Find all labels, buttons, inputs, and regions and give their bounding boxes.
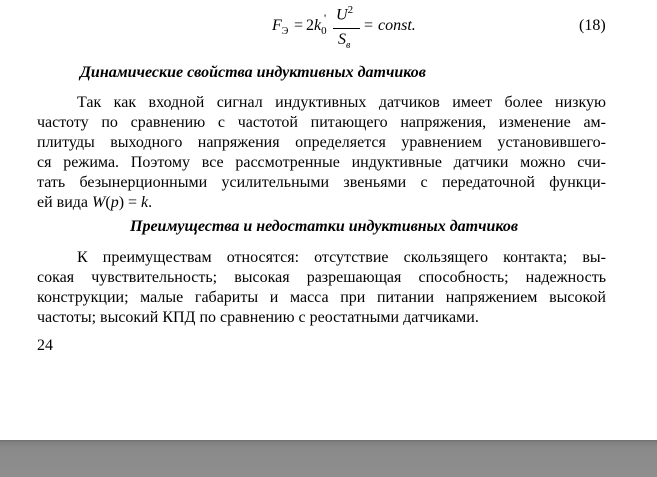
formula-lhs-var: F <box>272 17 282 34</box>
formula-lhs-sub: Э <box>281 26 289 38</box>
paragraph-line: К преимуществам относятся: отсутствие скользящего контакта; вы- <box>77 249 606 266</box>
paragraph-dynamic-properties <box>37 93 606 213</box>
text-period: . <box>148 194 153 211</box>
paragraph-line-last: частоты; высокий КПД по сравнению с реостатными датчиками. <box>37 309 479 326</box>
formula-18 <box>0 0 657 60</box>
formula-num-exp: 2 <box>347 4 354 16</box>
paragraph-line-last <box>37 193 606 213</box>
transfer-function-gain: k <box>141 194 149 211</box>
formula-number: (18) <box>579 17 606 34</box>
formula-den-var: S <box>338 31 346 48</box>
formula-numerator <box>336 4 353 24</box>
formula-denominator <box>338 31 350 51</box>
formula-rhs: const. <box>378 17 416 34</box>
text-prefix: ей вида <box>37 194 93 211</box>
section-heading-advantages: Преимущества и недостатки индуктивных датчиков <box>130 218 519 235</box>
formula-den-sub: в <box>346 40 351 52</box>
section-heading-dynamic-properties: Динамические свойства индуктивных датчиков <box>80 64 426 81</box>
transfer-function-symbol: W <box>92 194 106 211</box>
formula-equals-2: = <box>364 17 374 34</box>
formula-fraction-bar <box>333 28 360 29</box>
paragraph-line: Так как входной сигнал индуктивных датчиков имеет более низкую <box>77 94 606 111</box>
formula-coef-num: 2 <box>306 17 314 34</box>
formula-coef-sub: 0 <box>321 25 327 38</box>
paragraph-line: сокая чувствительность; высокая разрешающая способность; надежность <box>37 269 606 286</box>
formula-num-var: U <box>336 6 348 24</box>
text-paren-close-equals: ) = <box>118 194 142 211</box>
paragraph-line: тать безынерционными усилительными звеньями с передаточной функци- <box>37 174 606 191</box>
paragraph-line: ся режима. Поэтому все рассмотренные индуктивные датчики можно счи- <box>37 154 606 171</box>
formula-coef-var: k <box>314 17 322 34</box>
transfer-function-arg: p <box>110 194 119 211</box>
formula-lhs <box>272 17 288 37</box>
paragraph-line: конструкции; малые габариты и масса при питании напряжением высокой <box>37 289 606 306</box>
paragraph-line: частоту по сравнению с частотой питающего напряжения, изменение ам- <box>37 114 606 131</box>
paragraph-line: плитуды выходного напряжения определяется уравнением установившего- <box>37 134 606 151</box>
formula-prime: ' <box>324 11 327 25</box>
text-paren-open: ( <box>105 194 111 211</box>
paragraph-advantages <box>37 248 606 328</box>
formula-equals-1: = <box>294 17 304 34</box>
viewer-background-bar <box>0 440 657 477</box>
page-number: 24 <box>37 337 53 354</box>
